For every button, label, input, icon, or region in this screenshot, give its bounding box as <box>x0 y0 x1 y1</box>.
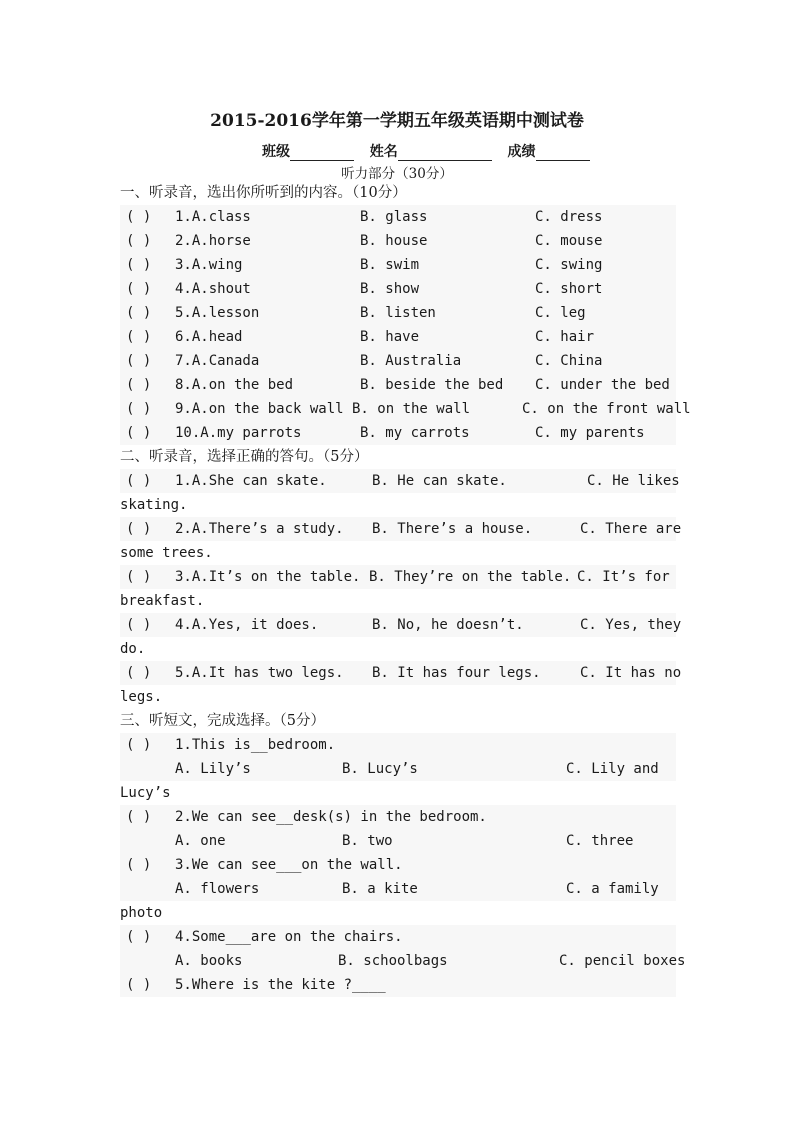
answer-blank[interactable]: ( ) <box>126 569 152 585</box>
option-c: C. leg <box>535 305 586 321</box>
answer-blank[interactable]: ( ) <box>126 401 152 417</box>
list-item <box>120 805 676 829</box>
list-item <box>120 565 676 589</box>
option-c: C. There are <box>580 521 682 537</box>
answer-blank[interactable]: ( ) <box>126 209 152 225</box>
student-info-row <box>262 141 590 161</box>
question-text: 4.Some___are on the chairs. <box>175 929 403 945</box>
score-field[interactable] <box>536 146 590 161</box>
option-continuation: legs. <box>120 689 163 705</box>
option-c: C. Yes, they <box>580 617 682 633</box>
list-item <box>120 877 676 901</box>
option-c: C. short <box>535 281 603 297</box>
option-a: 3.A.It’s on the table. <box>175 569 361 585</box>
option-c: C. It has no <box>580 665 682 681</box>
option-b: B. house <box>360 233 428 249</box>
list-item <box>120 205 676 229</box>
list-item <box>120 517 682 541</box>
option-a: 4.A.Yes, it does. <box>175 617 319 633</box>
option-a: A. books <box>175 953 243 969</box>
page-title: 2015-2016学年第一学期五年级英语期中测试卷 <box>210 111 584 131</box>
answer-blank[interactable]: ( ) <box>126 665 152 681</box>
list-item <box>120 421 676 445</box>
option-a: 1.A.class <box>175 209 251 225</box>
option-c: C. three <box>566 833 634 849</box>
option-c: C. dress <box>535 209 603 225</box>
list-item <box>120 349 676 373</box>
list-item <box>120 757 676 781</box>
option-b: B. He can skate. <box>372 473 507 489</box>
answer-blank[interactable]: ( ) <box>126 353 152 369</box>
question-text: 2.We can see__desk(s) in the bedroom. <box>175 809 487 825</box>
option-c: C. China <box>535 353 603 369</box>
option-b: B. on the wall <box>352 401 471 417</box>
option-b: B. They’re on the table. <box>369 569 572 585</box>
question-text: 1.This is__bedroom. <box>175 737 336 753</box>
option-continuation: photo <box>120 905 163 921</box>
list-item <box>120 253 676 277</box>
answer-blank[interactable]: ( ) <box>126 377 152 393</box>
option-c: C. It’s for <box>577 569 670 585</box>
option-a: 5.A.It has two legs. <box>175 665 344 681</box>
option-c: C. pencil boxes <box>559 953 686 969</box>
option-b: B. schoolbags <box>338 953 448 969</box>
section3-heading: 三、听短文，完成选择。（5分） <box>120 713 325 729</box>
option-c: C. under the bed <box>535 377 670 393</box>
option-a: A. flowers <box>175 881 260 897</box>
list-item <box>120 973 676 997</box>
option-a: 2.A.There’s a study. <box>175 521 344 537</box>
option-continuation: skating. <box>120 497 188 513</box>
option-a: 3.A.wing <box>175 257 243 273</box>
option-c: C. mouse <box>535 233 603 249</box>
answer-blank[interactable]: ( ) <box>126 617 152 633</box>
answer-blank[interactable]: ( ) <box>126 929 152 945</box>
answer-blank[interactable]: ( ) <box>126 737 152 753</box>
option-b: B. It has four legs. <box>372 665 541 681</box>
list-item <box>120 661 682 685</box>
answer-blank[interactable]: ( ) <box>126 809 152 825</box>
answer-blank[interactable]: ( ) <box>126 473 152 489</box>
option-a: A. one <box>175 833 226 849</box>
list-item <box>120 613 682 637</box>
option-a: 8.A.on the bed <box>175 377 294 393</box>
option-b: B. glass <box>360 209 428 225</box>
list-item <box>120 373 676 397</box>
question-text: 3.We can see___on the wall. <box>175 857 403 873</box>
list-item <box>120 325 676 349</box>
option-continuation: some trees. <box>120 545 213 561</box>
option-a: 1.A.She can skate. <box>175 473 327 489</box>
list-item <box>120 469 680 493</box>
score-label: 成绩 <box>507 144 536 160</box>
list-item <box>120 733 676 757</box>
answer-blank[interactable]: ( ) <box>126 329 152 345</box>
option-a: A. Lily’s <box>175 761 251 777</box>
section1-heading: 一、听录音，选出你所听到的内容。（10分） <box>120 185 407 201</box>
option-b: B. listen <box>360 305 436 321</box>
list-item <box>120 829 676 853</box>
option-b: B. Australia <box>360 353 462 369</box>
list-item <box>120 925 676 949</box>
listening-part-label: 听力部分（30分） <box>341 166 453 182</box>
option-a: 9.A.on the back wall <box>175 401 344 417</box>
option-a: 5.A.lesson <box>175 305 260 321</box>
option-continuation: Lucy’s <box>120 785 171 801</box>
answer-blank[interactable]: ( ) <box>126 977 152 993</box>
option-c: C. Lily and <box>566 761 659 777</box>
question-text: 5.Where is the kite ?____ <box>175 977 386 993</box>
option-b: B. show <box>360 281 420 297</box>
option-b: B. No, he doesn’t. <box>372 617 524 633</box>
option-b: B. a kite <box>342 881 418 897</box>
option-b: B. my carrots <box>360 425 470 441</box>
option-a: 10.A.my parrots <box>175 425 302 441</box>
option-b: B. have <box>360 329 420 345</box>
name-label: 姓名 <box>369 144 398 160</box>
option-c: C. on the front wall <box>522 401 691 417</box>
option-b: B. Lucy’s <box>342 761 418 777</box>
list-item <box>120 277 676 301</box>
option-c: C. swing <box>535 257 603 273</box>
answer-blank[interactable]: ( ) <box>126 281 152 297</box>
list-item <box>120 301 676 325</box>
option-c: C. He likes <box>587 473 680 489</box>
option-b: B. There’s a house. <box>372 521 533 537</box>
option-a: 6.A.head <box>175 329 243 345</box>
class-label: 班级 <box>262 144 290 160</box>
option-c: C. my parents <box>535 425 645 441</box>
answer-blank[interactable]: ( ) <box>126 521 152 537</box>
list-item <box>120 397 691 421</box>
answer-blank[interactable]: ( ) <box>126 425 152 441</box>
answer-blank[interactable]: ( ) <box>126 857 152 873</box>
answer-blank[interactable]: ( ) <box>126 233 152 249</box>
class-field[interactable] <box>290 146 354 161</box>
option-continuation: do. <box>120 641 146 657</box>
option-a: 4.A.shout <box>175 281 251 297</box>
option-b: B. two <box>342 833 393 849</box>
section2-heading: 二、听录音，选择正确的答句。（5分） <box>120 449 369 465</box>
option-b: B. beside the bed <box>360 377 504 393</box>
list-item <box>120 853 676 877</box>
list-item <box>120 229 676 253</box>
option-b: B. swim <box>360 257 420 273</box>
option-a: 2.A.horse <box>175 233 251 249</box>
list-item <box>120 949 686 973</box>
option-continuation: breakfast. <box>120 593 205 609</box>
answer-blank[interactable]: ( ) <box>126 257 152 273</box>
option-a: 7.A.Canada <box>175 353 260 369</box>
option-c: C. hair <box>535 329 595 345</box>
answer-blank[interactable]: ( ) <box>126 305 152 321</box>
option-c: C. a family <box>566 881 659 897</box>
name-field[interactable] <box>398 146 492 161</box>
